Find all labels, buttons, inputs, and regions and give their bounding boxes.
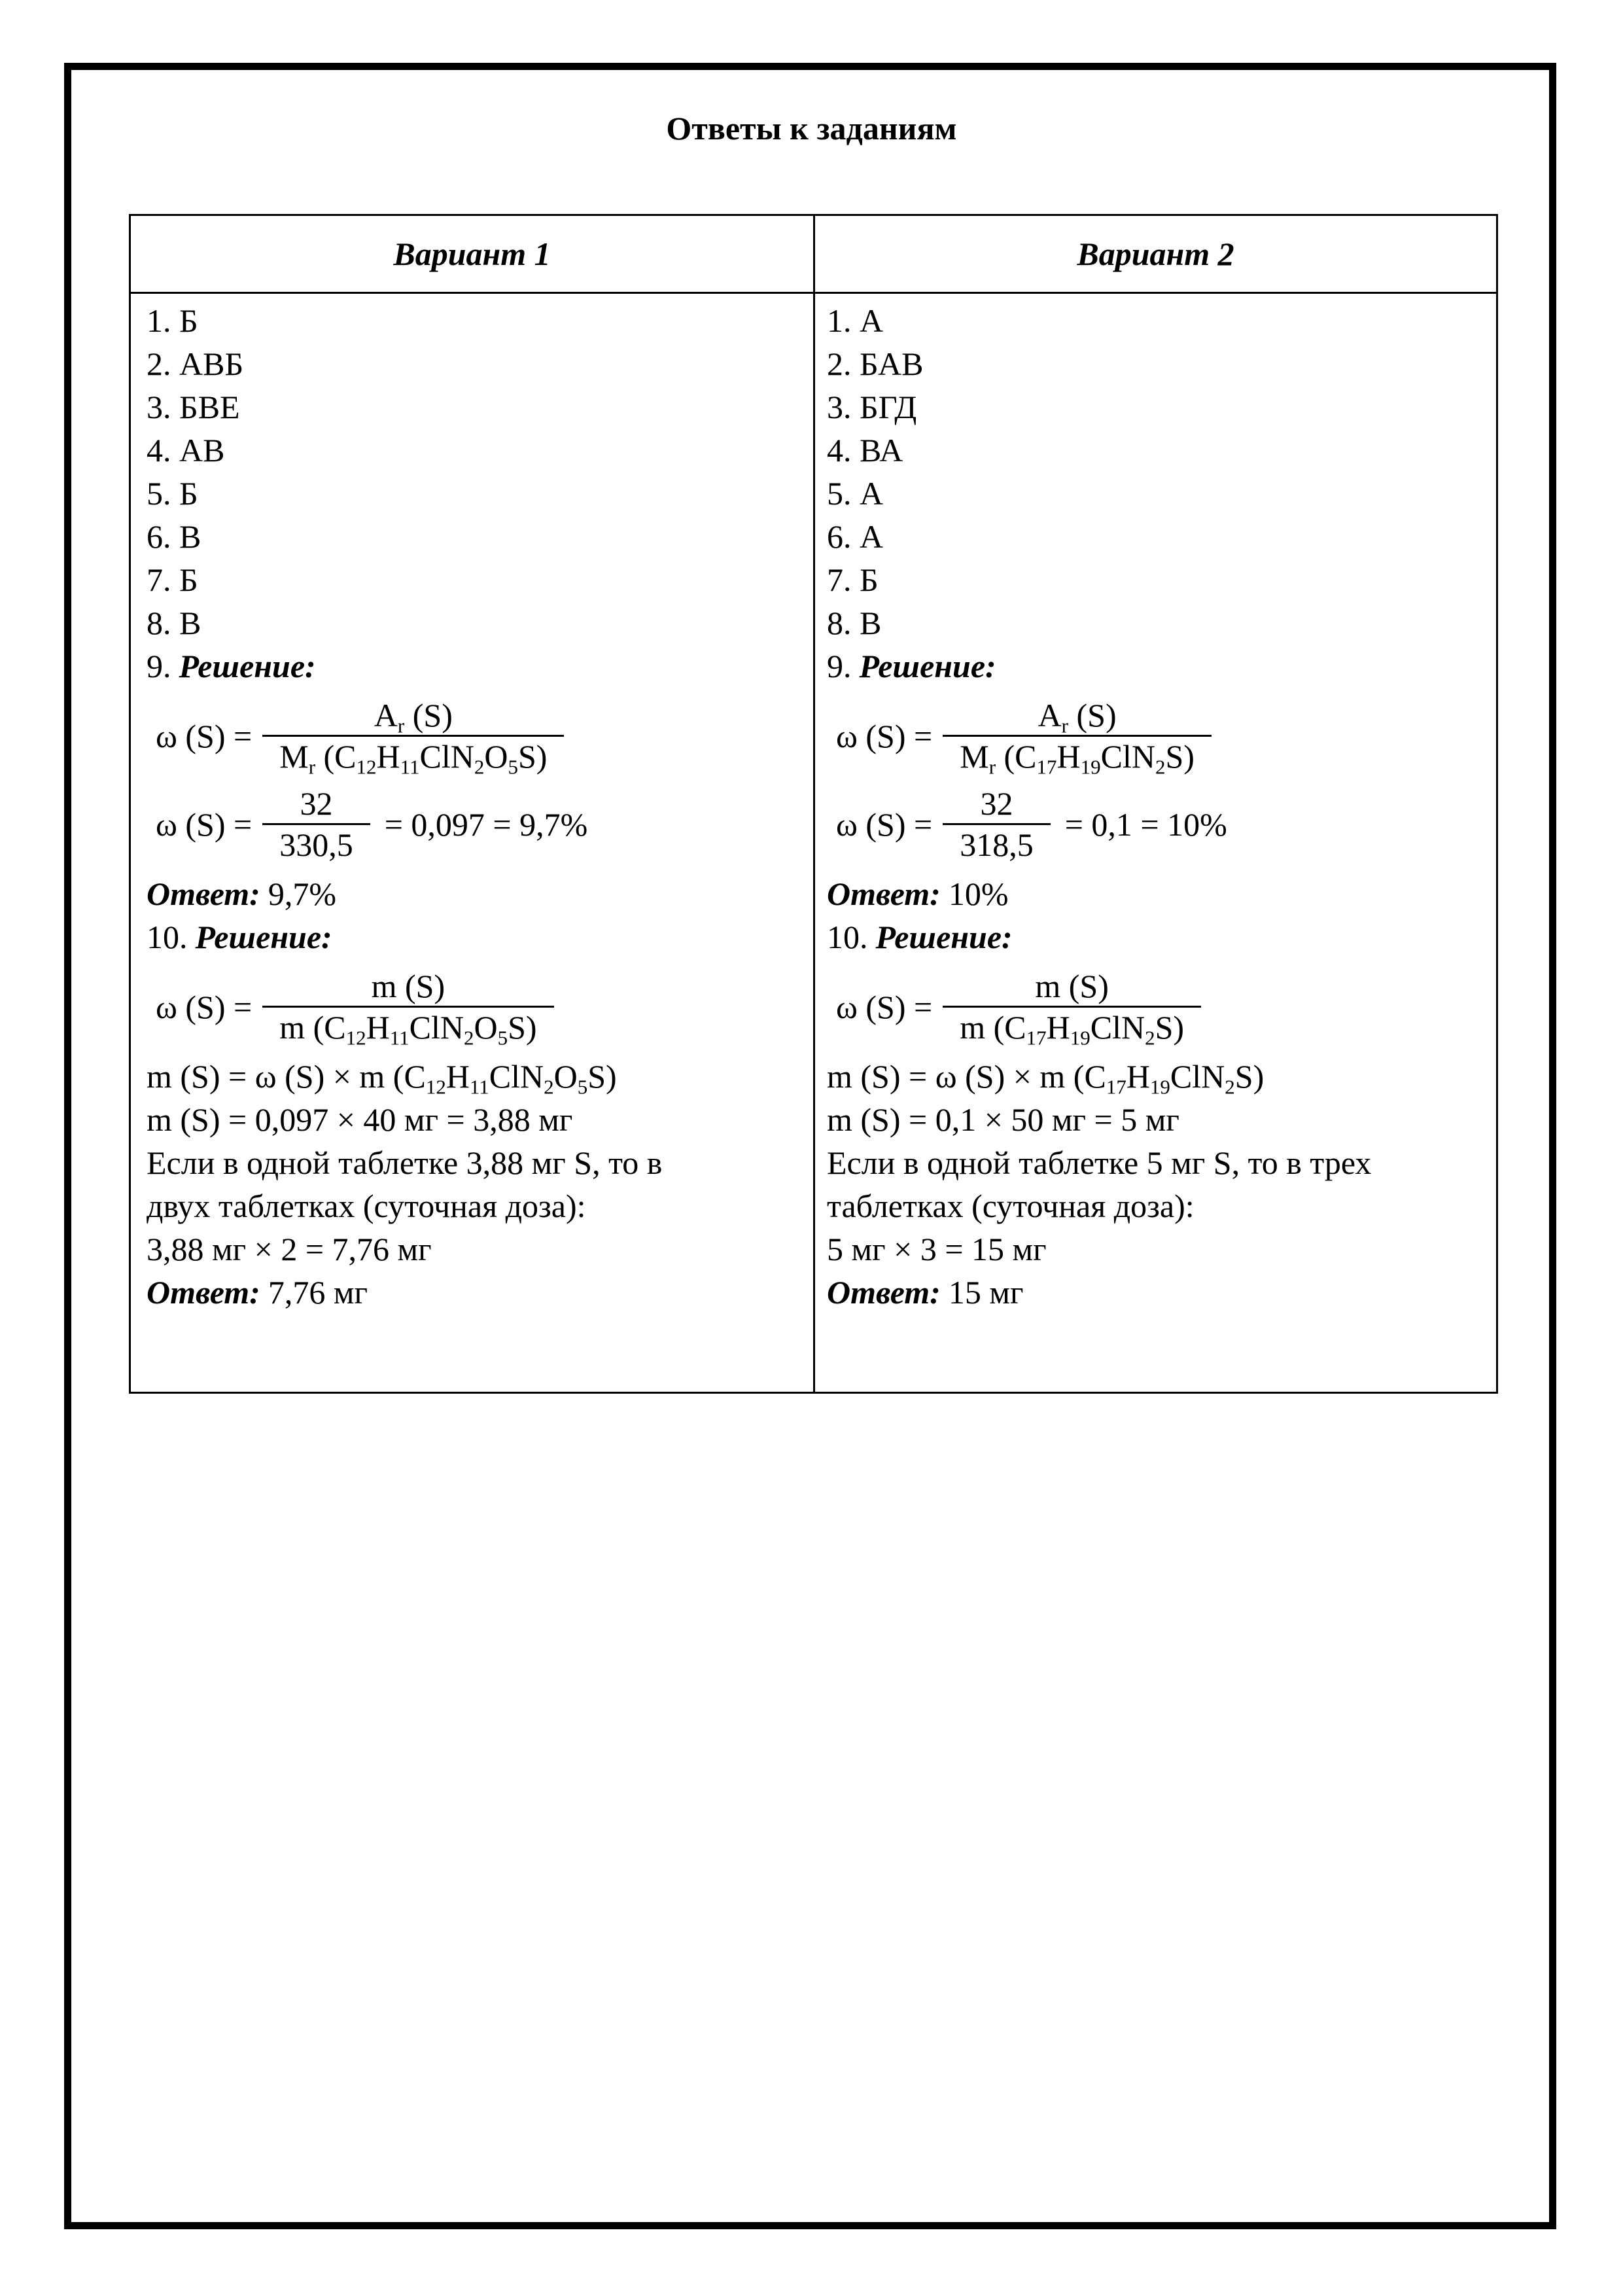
answers-table	[129, 214, 1498, 1394]
explanation-line-2: таблетках (суточная доза):	[827, 1188, 1195, 1224]
formula-result: = 0,097 = 9,7%	[384, 805, 588, 843]
solution-label: Решение:	[875, 919, 1013, 955]
answer-10-line	[827, 1271, 1490, 1314]
fraction-denominator: 318,5	[943, 823, 1051, 864]
explanation-line-2: двух таблетках (суточная доза):	[147, 1188, 586, 1224]
fraction	[262, 784, 370, 864]
mass-calculation-line: m (S) = 0,1 × 50 мг = 5 мг	[827, 1101, 1179, 1138]
formula-lhs: ω (S) =	[156, 717, 253, 754]
fraction	[943, 784, 1051, 864]
formula-text: S)	[587, 1058, 617, 1095]
formula-text: H	[1056, 738, 1081, 775]
header-variant-2	[815, 216, 1496, 294]
formula-text: m (S) = ω (S) × m (C	[147, 1058, 426, 1095]
formula-lhs: ω (S) =	[156, 805, 253, 843]
subscript: 12	[425, 1075, 446, 1099]
fraction-denominator	[262, 735, 564, 779]
answer-value: 9,7%	[268, 875, 336, 912]
formula-text: O	[474, 1009, 498, 1046]
answer-label: Ответ:	[827, 875, 941, 912]
answer-value: 15 мг	[948, 1274, 1024, 1311]
answer-item: 2. АВБ	[147, 345, 244, 382]
subscript: 11	[389, 1026, 410, 1050]
formula-text: ClN	[489, 1058, 544, 1095]
formula-lhs: ω (S) =	[836, 717, 933, 754]
answer-label: Ответ:	[147, 875, 260, 912]
fraction-numerator: 32	[300, 785, 333, 822]
formula-text: S)	[517, 738, 548, 775]
fraction-numerator: 32	[980, 785, 1013, 822]
page-title: Ответы к заданиям	[666, 110, 957, 147]
explanation-line-1: Если в одной таблетке 3,88 мг S, то в	[147, 1144, 663, 1181]
answer-item: 8. В	[147, 605, 201, 641]
omega-mass-definition-formula	[147, 966, 807, 1050]
subscript: r	[988, 755, 996, 779]
subscript: 19	[1070, 1026, 1091, 1050]
subscript: 12	[345, 1026, 366, 1050]
subscript: 19	[1149, 1075, 1170, 1099]
answer-item: 2. БАВ	[827, 345, 924, 382]
fraction	[262, 696, 564, 779]
formula-text: M	[279, 738, 309, 775]
solution-label: Решение:	[859, 648, 996, 684]
answer-item: 4. ВА	[827, 432, 903, 468]
variant-2-cell	[815, 294, 1496, 1392]
variant-1-cell	[131, 294, 815, 1392]
answer-label: Ответ:	[827, 1274, 941, 1311]
fraction-denominator	[262, 1006, 553, 1050]
daily-dose-calculation: 5 мг × 3 = 15 мг	[827, 1231, 1047, 1267]
formula-text: S)	[1165, 738, 1195, 775]
formula-text: m (S) = ω (S) × m (C	[827, 1058, 1106, 1095]
subscript: 5	[577, 1075, 588, 1099]
subscript: 12	[356, 755, 377, 779]
omega-calculation-formula	[827, 784, 1490, 864]
formula-text: H	[1126, 1058, 1150, 1095]
subscript: 19	[1080, 755, 1101, 779]
formula-lhs: ω (S) =	[156, 988, 253, 1025]
subscript: 2	[1145, 1026, 1155, 1050]
subscript: 17	[1026, 1026, 1047, 1050]
daily-dose-calculation: 3,88 мг × 2 = 7,76 мг	[147, 1231, 432, 1267]
formula-result: = 0,1 = 10%	[1064, 805, 1227, 843]
solution-10-heading	[827, 915, 1490, 959]
formula-text: ClN	[419, 738, 474, 775]
omega-definition-formula	[147, 696, 807, 779]
answer-item: 4. АВ	[147, 432, 225, 468]
answer-item: 6. А	[827, 518, 884, 555]
mass-equation-line	[147, 1055, 807, 1098]
question-number: 10.	[147, 919, 188, 955]
solution-9-heading	[827, 645, 1490, 688]
subscript: 11	[469, 1075, 489, 1099]
fraction-numerator	[262, 696, 564, 735]
subscript: 17	[1106, 1075, 1126, 1099]
omega-calculation-formula	[147, 784, 807, 864]
solution-10-heading	[147, 915, 807, 959]
subscript: 2	[544, 1075, 554, 1099]
formula-text: S)	[508, 1009, 537, 1046]
fraction	[262, 966, 553, 1050]
subscript: r	[397, 714, 405, 737]
formula-text: S)	[1234, 1058, 1265, 1095]
formula-text: H	[1046, 1009, 1070, 1046]
answer-item: 8. В	[827, 605, 882, 641]
answer-item: 1. А	[827, 302, 884, 339]
formula-text: m (S)	[1035, 968, 1109, 1004]
formula-text: H	[445, 1058, 470, 1095]
solution-label: Решение:	[179, 648, 316, 684]
subscript: 5	[497, 1026, 508, 1050]
mass-calculation-line: m (S) = 0,097 × 40 мг = 3,88 мг	[147, 1101, 573, 1138]
formula-lhs: ω (S) =	[836, 805, 933, 843]
subscript: 2	[463, 1026, 474, 1050]
formula-text: O	[484, 738, 508, 775]
formula-text: m (C	[279, 1009, 346, 1046]
answer-label: Ответ:	[147, 1274, 260, 1311]
fraction-denominator	[943, 735, 1212, 779]
answer-9-line	[147, 872, 807, 915]
question-number: 9.	[827, 648, 852, 684]
formula-text: ClN	[1090, 1009, 1145, 1046]
subscript: 2	[1225, 1075, 1235, 1099]
explanation-line-1: Если в одной таблетке 5 мг S, то в трех	[827, 1144, 1372, 1181]
formula-text: M	[960, 738, 989, 775]
formula-text: A	[1038, 697, 1062, 733]
formula-text: (S)	[1068, 697, 1117, 733]
answer-item: 1. Б	[147, 302, 198, 339]
formula-text: (C	[996, 738, 1037, 775]
answer-item: 7. Б	[827, 561, 879, 598]
formula-text: H	[366, 1009, 390, 1046]
formula-text: ClN	[1100, 738, 1155, 775]
subscript: 5	[508, 755, 518, 779]
fraction	[943, 966, 1201, 1050]
formula-text: H	[376, 738, 400, 775]
answer-item: 6. В	[147, 518, 201, 555]
header-variant-2-label: Вариант 2	[1077, 236, 1234, 272]
answer-value: 7,76 мг	[268, 1274, 368, 1311]
formula-text: (C	[315, 738, 357, 775]
answer-value: 10%	[948, 875, 1009, 912]
formula-text: m (C	[960, 1009, 1026, 1046]
header-variant-1	[131, 216, 815, 294]
subscript: 11	[400, 755, 420, 779]
answer-item: 5. Б	[147, 475, 198, 512]
subscript: 2	[1155, 755, 1166, 779]
formula-text: S)	[1155, 1009, 1185, 1046]
subscript: 17	[1036, 755, 1057, 779]
fraction-denominator	[943, 1006, 1201, 1050]
header-variant-1-label: Вариант 1	[393, 236, 551, 272]
formula-text: A	[374, 697, 398, 733]
fraction-denominator: 330,5	[262, 823, 370, 864]
solution-label: Решение:	[195, 919, 332, 955]
subscript: r	[308, 755, 316, 779]
question-number: 10.	[827, 919, 868, 955]
fraction	[943, 696, 1212, 779]
subscript: r	[1061, 714, 1068, 737]
fraction-numerator	[943, 696, 1212, 735]
answer-10-line	[147, 1271, 807, 1314]
formula-text: ClN	[1170, 1058, 1225, 1095]
subscript: 2	[474, 755, 485, 779]
formula-text: (S)	[404, 697, 453, 733]
fraction-numerator	[943, 966, 1201, 1006]
formula-lhs: ω (S) =	[836, 988, 933, 1025]
answer-item: 7. Б	[147, 561, 198, 598]
question-number: 9.	[147, 648, 171, 684]
answer-item: 3. БВЕ	[147, 389, 240, 425]
formula-text: ClN	[409, 1009, 464, 1046]
omega-mass-definition-formula	[827, 966, 1490, 1050]
answer-item: 3. БГД	[827, 389, 917, 425]
omega-definition-formula	[827, 696, 1490, 779]
answer-item: 5. А	[827, 475, 884, 512]
answer-9-line	[827, 872, 1490, 915]
fraction-numerator	[262, 966, 553, 1006]
formula-text: m (S)	[371, 968, 445, 1004]
mass-equation-line	[827, 1055, 1490, 1098]
formula-text: O	[553, 1058, 578, 1095]
solution-9-heading	[147, 645, 807, 688]
